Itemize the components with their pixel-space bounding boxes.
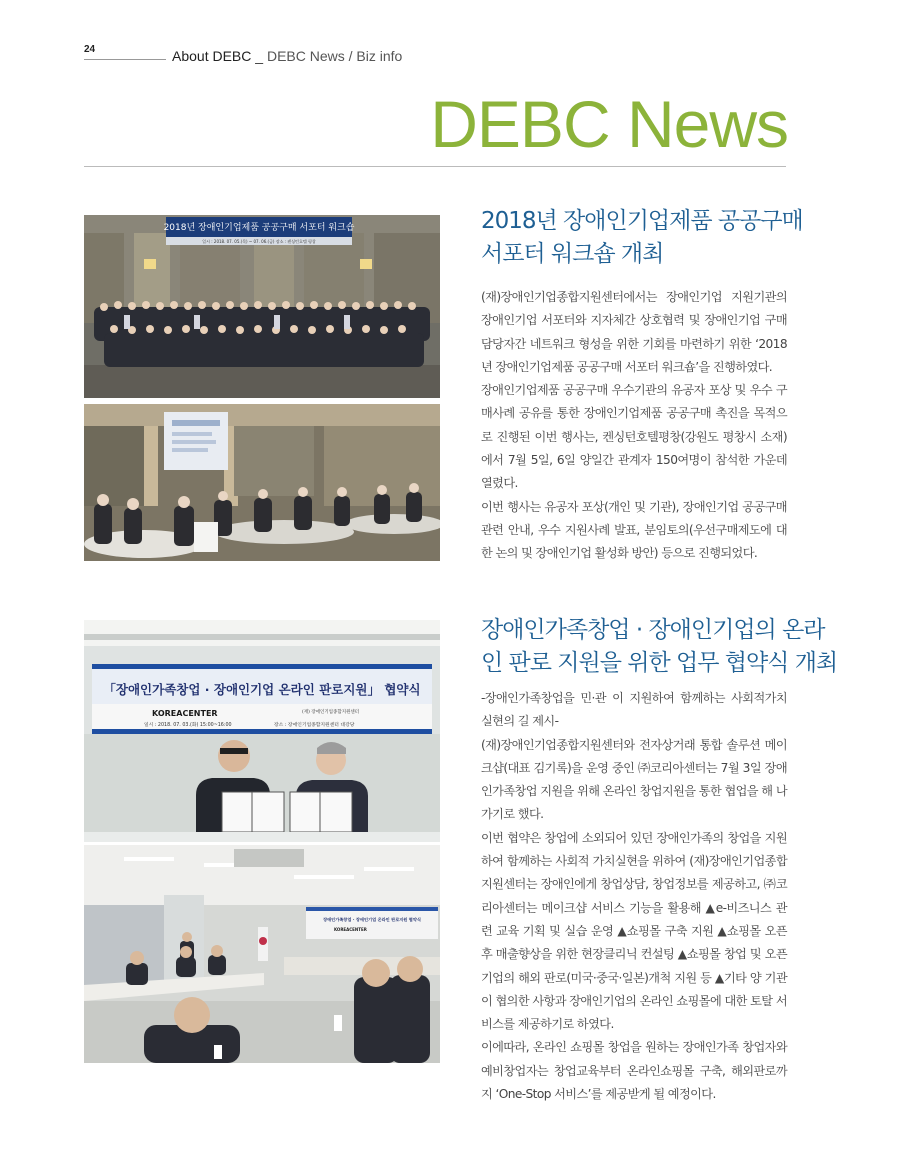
article2-body bbox=[481, 687, 787, 1106]
ballroom-photo-art bbox=[84, 404, 440, 561]
article1-paragraph: (재)장애인기업종합지원센터에서는 장애인기업 지원기관의 장애인기업 서포터와 지자체간 상호협력 및 장애인기업 구매 담당자간 네트워크 형성을 위한 기회를 마련하기 위한 ‘2018년 장애인기업제품 공공구매 서포터 워크숍’을 진행하였다. bbox=[481, 290, 787, 374]
section-main: About DEBC bbox=[172, 48, 252, 64]
signing-photo-art bbox=[84, 620, 440, 842]
section-sub: DEBC News / Biz info bbox=[266, 48, 403, 64]
meeting-room-photo bbox=[84, 845, 440, 1063]
article1-paragraph: 장애인기업제품 공공구매 우수기관의 유공자 포상 및 우수 구매사례 공유를 통한 장애인기업제품 공공구매 촉진을 목적으로 진행된 이번 행사는, 켄싱턴호텔평창(강원도 평창시 소재)에서 7월 5일, 6일 양일간 관계자 150여명이 참석한 가운데 열렸다. bbox=[481, 383, 787, 491]
photo3-debc-text: (재) 장애인기업종합지원센터 bbox=[302, 710, 360, 715]
article2-paragraph: 이번 협약은 창업에 소외되어 있던 장애인가족의 창업을 지원하여 함께하는 사회적 가치실현을 위하여 (재)장애인기업종합지원센터는 장애인에게 창업상담, 창업정보를 제공하고, ㈜코리아센터는 메이크샵 서비스 기능을 활용해 ▲e-비즈니스 관련 교육 기획 및 실습 운영 ▲쇼핑몰 구축 지원 ▲쇼핑몰 오픈 후 매출향상을 위한 현장클리닉 컨설팅 ▲쇼핑몰 창업 및 오픈기업의 해외 판로(미국·중국·일본)개척 지원 등 ▲기타 양 기관이 협의한 사항과 장애인기업의 온라인 쇼핑몰에 대한 토탈 서비스를 제공하기로 하였다. bbox=[481, 830, 787, 1032]
photo3-koreacenter-text: KOREACENTER bbox=[152, 709, 218, 718]
page-title: DEBC News bbox=[430, 87, 788, 161]
article2-title-line1: 장애인가족창업 · 장애인기업의 온라 bbox=[481, 617, 825, 643]
article1-title-line2: 서포터 워크숍 개최 bbox=[481, 241, 664, 267]
photo1-banner-text: 2018년 장애인기업제품 공공구매 서포터 워크숍 bbox=[163, 223, 355, 233]
photo3-place-text: 장소 : 장애인기업종합지원센터 대강당 bbox=[274, 723, 355, 728]
article2-paragraph: -장애인가족창업을 민·관 이 지원하여 함께하는 사회적가치 실현의 길 제시- bbox=[481, 691, 787, 729]
section-breadcrumb bbox=[172, 48, 402, 64]
photo4-banner-text: 장애인가족창업 · 장애인기업 온라인 판로지원 협약식 bbox=[323, 917, 421, 922]
article1-title bbox=[481, 205, 803, 271]
group-photo-art bbox=[84, 215, 440, 398]
article2-paragraph: (재)장애인기업종합지원센터와 전자상거래 통합 솔루션 메이크샵(대표 김기록)을 운영 중인 ㈜코리아센터는 7월 3일 장애인가족창업 지원을 위해 온라인 창업지원을 통한 협업을 해 나가기로 했다. bbox=[481, 737, 787, 822]
workshop-group-photo bbox=[84, 215, 440, 398]
meeting-photo-art bbox=[84, 845, 440, 1063]
photo3-date-text: 일시 : 2018. 07. 03.(화) 15:00~16:00 bbox=[144, 723, 232, 728]
workshop-ballroom-photo bbox=[84, 404, 440, 561]
article1-title-line1: 2018년 장애인기업제품 공공구매 bbox=[481, 208, 803, 234]
section-separator: _ bbox=[251, 48, 267, 64]
photo3-banner-text: 「장애인가족창업 · 장애인기업 온라인 판로지원」 협약식 bbox=[103, 682, 421, 697]
title-rule bbox=[84, 166, 786, 167]
article1-body bbox=[481, 286, 787, 566]
photo4-koreacenter-text: KOREACENTER bbox=[334, 927, 367, 932]
article1-paragraph: 이번 행사는 유공자 포상(개인 및 기관), 장애인기업 공공구매 관련 안내, 우수 지원사례 발표, 분임토의(우선구매제도에 대한 논의 및 장애인기업 활성화 방안) 등으로 진행되었다. bbox=[481, 499, 787, 561]
article2-paragraph: 이에따라, 온라인 쇼핑몰 창업을 원하는 장애인가족 창업자와 예비창업자는 창업교육부터 온라인쇼핑몰 구축, 해외판로까지 ‘One-Stop 서비스’를 제공받게 될 예정이다. bbox=[481, 1040, 787, 1102]
header-rule bbox=[84, 59, 166, 60]
signing-ceremony-photo bbox=[84, 620, 440, 842]
page-number: 24 bbox=[84, 44, 96, 55]
article2-title-line2: 인 판로 지원을 위한 업무 협약식 개최 bbox=[481, 650, 838, 676]
photo1-banner-subtext: 일시 : 2018. 07. 05.(목) ~ 07. 06.(금) 장소 : 켄싱턴호텔 평창 bbox=[202, 239, 316, 244]
article2-title bbox=[481, 614, 837, 680]
